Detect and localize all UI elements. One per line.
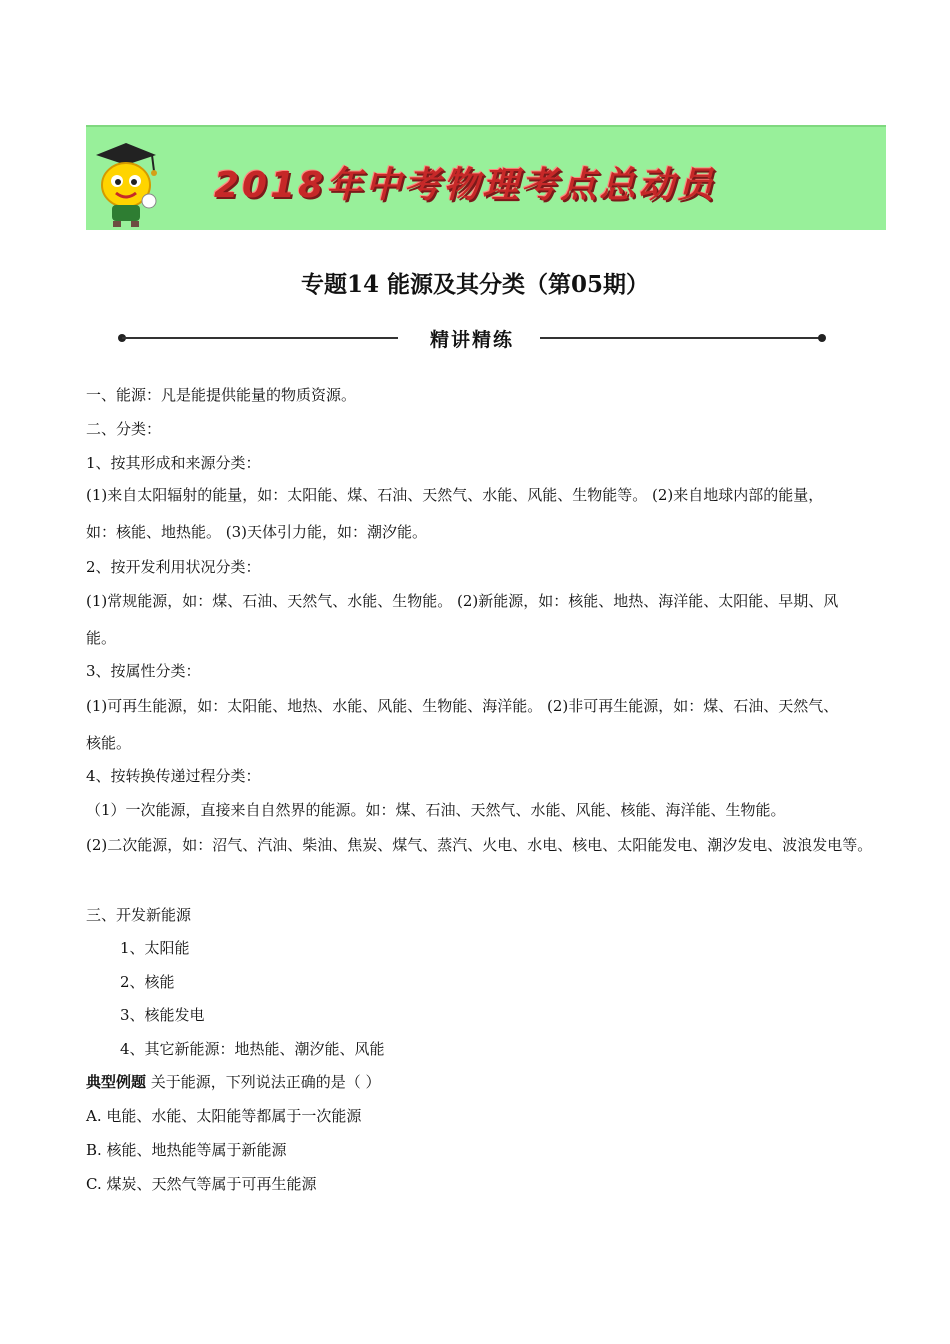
section-label: 精讲精练 <box>429 329 514 351</box>
classification-2-heading: 2、按开发利用状况分类： <box>86 558 261 576</box>
example-question-text: 关于能源，下列说法正确的是（ ） <box>146 1073 381 1091</box>
divider-dot-right <box>818 334 826 342</box>
classification-4-secondary: (2)二次能源，如：沼气、汽油、柴油、焦炭、煤气、蒸汽、火电、水电、核电、太阳能发电、潮汐发电、波浪发电等。 <box>86 836 873 854</box>
classification-4-primary: （1）一次能源，直接来自自然界的能源。如：煤、石油、天然气、水能、风能、核能、海洋能、生物能。 <box>86 801 786 819</box>
classification-4-heading: 4、按转换传递过程分类： <box>86 767 261 785</box>
classification-2-text-cont: 能。 <box>86 629 117 647</box>
option-a: A. 电能、水能、太阳能等都属于一次能源 <box>86 1107 362 1125</box>
section-divider <box>118 325 826 351</box>
classification-2-text: (1)常规能源，如：煤、石油、天然气、水能、生物能。 (2)新能源，如：核能、地热、海洋能、太阳能、早期、风 <box>86 592 839 610</box>
classification-heading: 二、分类： <box>86 420 162 438</box>
classification-1-text-cont: 如：核能、地热能。 (3)天体引力能，如：潮汐能。 <box>86 523 428 541</box>
classification-3-text: (1)可再生能源，如：太阳能、地热、水能、风能、生物能、海洋能。 (2)非可再生能源，如：煤、石油、天然气、 <box>86 697 839 715</box>
banner-title: 2018年中考物理考点总动员 <box>214 165 717 206</box>
new-energy-item: 1、太阳能 <box>120 939 190 957</box>
example-question <box>86 1072 381 1092</box>
example-label: 典型例题 <box>86 1073 147 1091</box>
new-energy-item: 3、核能发电 <box>120 1006 205 1024</box>
new-energy-item: 4、其它新能源：地热能、潮汐能、风能 <box>120 1040 385 1058</box>
classification-1-heading: 1、按其形成和来源分类： <box>86 454 261 472</box>
header-banner <box>86 125 886 230</box>
definition-line: 一、能源：凡是能提供能量的物质资源。 <box>86 386 357 404</box>
option-b: B. 核能、地热能等属于新能源 <box>86 1141 287 1159</box>
divider-line-left <box>122 337 398 339</box>
divider-line-right <box>540 337 822 339</box>
page-title: 专题14 能源及其分类（第05期） <box>300 271 650 298</box>
option-c: C. 煤炭、天然气等属于可再生能源 <box>86 1175 317 1193</box>
new-energy-heading: 三、开发新能源 <box>86 906 192 924</box>
new-energy-item: 2、核能 <box>120 973 175 991</box>
classification-3-text-cont: 核能。 <box>86 734 132 752</box>
graduate-mascot-icon <box>86 135 166 229</box>
classification-1-text: (1)来自太阳辐射的能量，如：太阳能、煤、石油、天然气、水能、风能、生物能等。 (2)来自地球内部的能量， <box>86 486 824 504</box>
classification-3-heading: 3、按属性分类： <box>86 662 201 680</box>
